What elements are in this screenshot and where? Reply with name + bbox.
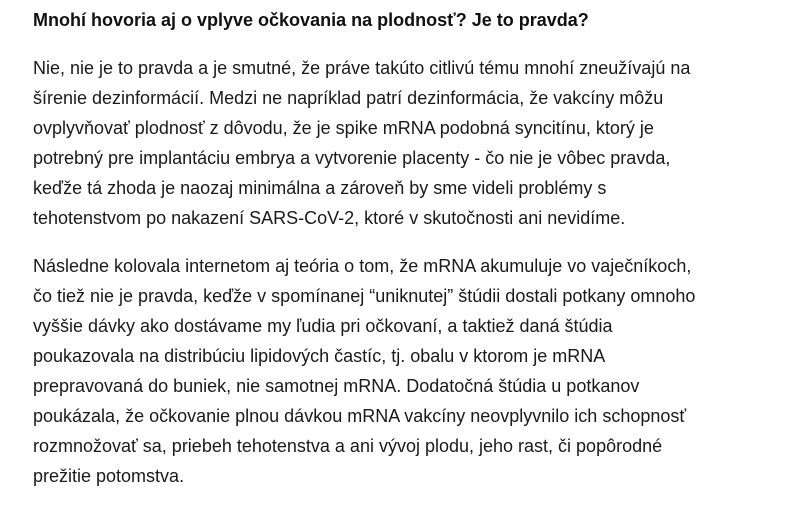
paragraph-line: prepravovaná do buniek, nie samotnej mRNA. Dodatočná štúdia u potkanov (33, 376, 640, 396)
paragraph-line: šírenie dezinformácií. Medzi ne napríklad patrí dezinformácia, že vakcíny môžu (33, 88, 664, 108)
paragraph-line: keďže tá zhoda je naozaj minimálna a zároveň by sme videli problémy s (33, 178, 607, 198)
paragraph-line: vyššie dávky ako dostávame my ľudia pri očkovaní, a taktiež daná štúdia (33, 316, 613, 336)
paragraph-line: poukázala, že očkovanie plnou dávkou mRNA vakcíny neovplyvnilo ich schopnosť (33, 406, 687, 426)
paragraph-line: čo tiež nie je pravda, keďže v spomínanej “uniknutej” štúdii dostali potkany omnoho (33, 286, 696, 306)
paragraph-line: Nie, nie je to pravda a je smutné, že práve takúto citlivú tému mnohí zneužívajú na (33, 58, 691, 78)
paragraph-line: prežitie potomstva. (33, 466, 185, 486)
paragraph-line: tehotenstvom po nakazení SARS-CoV-2, ktoré v skutočnosti ani nevidíme. (33, 208, 626, 228)
paragraph-line: poukazovala na distribúciu lipidových častíc, tj. obalu v ktorom je mRNA (33, 346, 606, 366)
paragraph-fertility-disinformation (33, 53, 778, 233)
article-heading: Mnohí hovoria aj o vplyve očkovania na plodnosť? Je to pravda? (33, 10, 589, 30)
paragraph-ovary-theory (33, 251, 778, 491)
paragraph-line: rozmnožovať sa, priebeh tehotenstva a ani vývoj plodu, jeho rast, či popôrodné (33, 436, 663, 456)
paragraph-line: potrebný pre implantáciu embrya a vytvorenie placenty - čo nie je vôbec pravda, (33, 148, 671, 168)
paragraph-line: Následne kolovala internetom aj teória o tom, že mRNA akumuluje vo vaječníkoch, (33, 256, 692, 276)
paragraph-line: ovplyvňovať plodnosť z dôvodu, že je spike mRNA podobná syncitínu, ktorý je (33, 118, 654, 138)
